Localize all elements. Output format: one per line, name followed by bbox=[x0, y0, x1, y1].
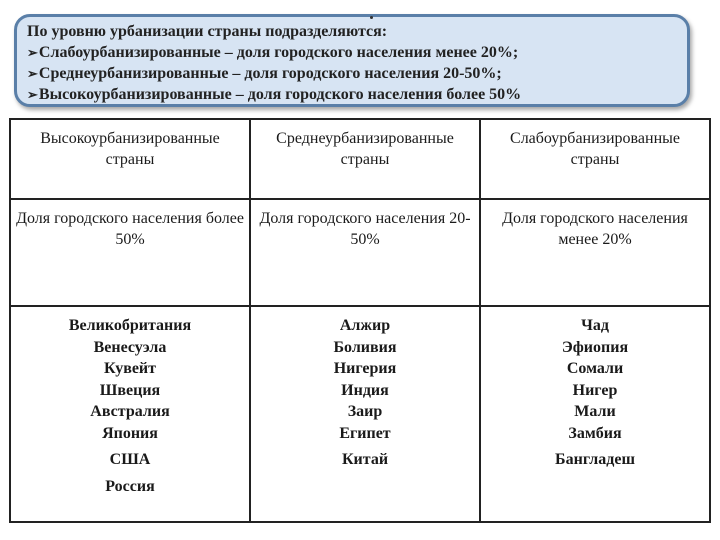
callout-item-text: Слабоурбанизированные – доля городского населения менее 20%; bbox=[38, 44, 519, 61]
header-low: Слабоурбанизированные страны bbox=[480, 119, 710, 199]
table-header-row bbox=[10, 119, 710, 199]
callout-item-text: Высокоурбанизированные – доля городского населения более 50% bbox=[38, 86, 522, 103]
header-medium: Среднеурбанизированные страны bbox=[250, 119, 480, 199]
country-name: Заир bbox=[347, 403, 383, 420]
callout-item-low bbox=[27, 42, 687, 63]
country-name: Алжир bbox=[339, 317, 391, 334]
decorative-dot bbox=[370, 16, 373, 19]
country-name: США bbox=[109, 451, 151, 468]
country-name: Нигер bbox=[572, 381, 618, 399]
share-high: Доля городского населения более 50% bbox=[10, 199, 250, 306]
callout-item-text: Среднеурбанизированные – доля городского населения 20-50%; bbox=[38, 65, 502, 82]
share-medium: Доля городского населения 20-50% bbox=[250, 199, 480, 306]
country-name: Индия bbox=[341, 381, 389, 399]
country-name: Бангладеш bbox=[555, 451, 635, 468]
country-name: Сомали bbox=[566, 360, 624, 377]
classification-callout bbox=[14, 14, 690, 107]
country-name: Чад bbox=[581, 317, 609, 334]
arrow-bullet-icon: ➢ bbox=[27, 66, 38, 81]
urbanization-table bbox=[9, 118, 711, 523]
country-name: Япония bbox=[102, 424, 158, 442]
arrow-bullet-icon: ➢ bbox=[27, 87, 38, 102]
countries-low bbox=[480, 306, 710, 522]
countries-high bbox=[10, 306, 250, 522]
header-high: Высокоурбанизированные страны bbox=[10, 119, 250, 199]
country-name: Замбия bbox=[568, 424, 622, 442]
callout-item-high bbox=[27, 84, 687, 105]
country-name: Австралия bbox=[90, 403, 170, 420]
country-name: Египет bbox=[339, 424, 391, 442]
country-name: Венесуэла bbox=[93, 338, 167, 356]
callout-title: По уровню урбанизации страны подразделяются: bbox=[27, 23, 388, 40]
country-name: Эфиопия bbox=[561, 338, 629, 356]
arrow-bullet-icon: ➢ bbox=[27, 45, 38, 60]
table-countries-row bbox=[10, 306, 710, 522]
table-share-row bbox=[10, 199, 710, 306]
country-name: Великобритания bbox=[68, 317, 192, 334]
country-name: Кувейт bbox=[103, 360, 157, 377]
country-name: Китай bbox=[341, 451, 389, 468]
country-name: Швеция bbox=[99, 381, 161, 399]
country-name: Мали bbox=[574, 403, 616, 420]
country-name: Нигерия bbox=[333, 360, 397, 377]
callout-item-medium bbox=[27, 63, 687, 84]
country-name: Боливия bbox=[333, 338, 397, 356]
country-name: Россия bbox=[105, 477, 155, 495]
countries-medium bbox=[250, 306, 480, 522]
share-low: Доля городского населения менее 20% bbox=[480, 199, 710, 306]
